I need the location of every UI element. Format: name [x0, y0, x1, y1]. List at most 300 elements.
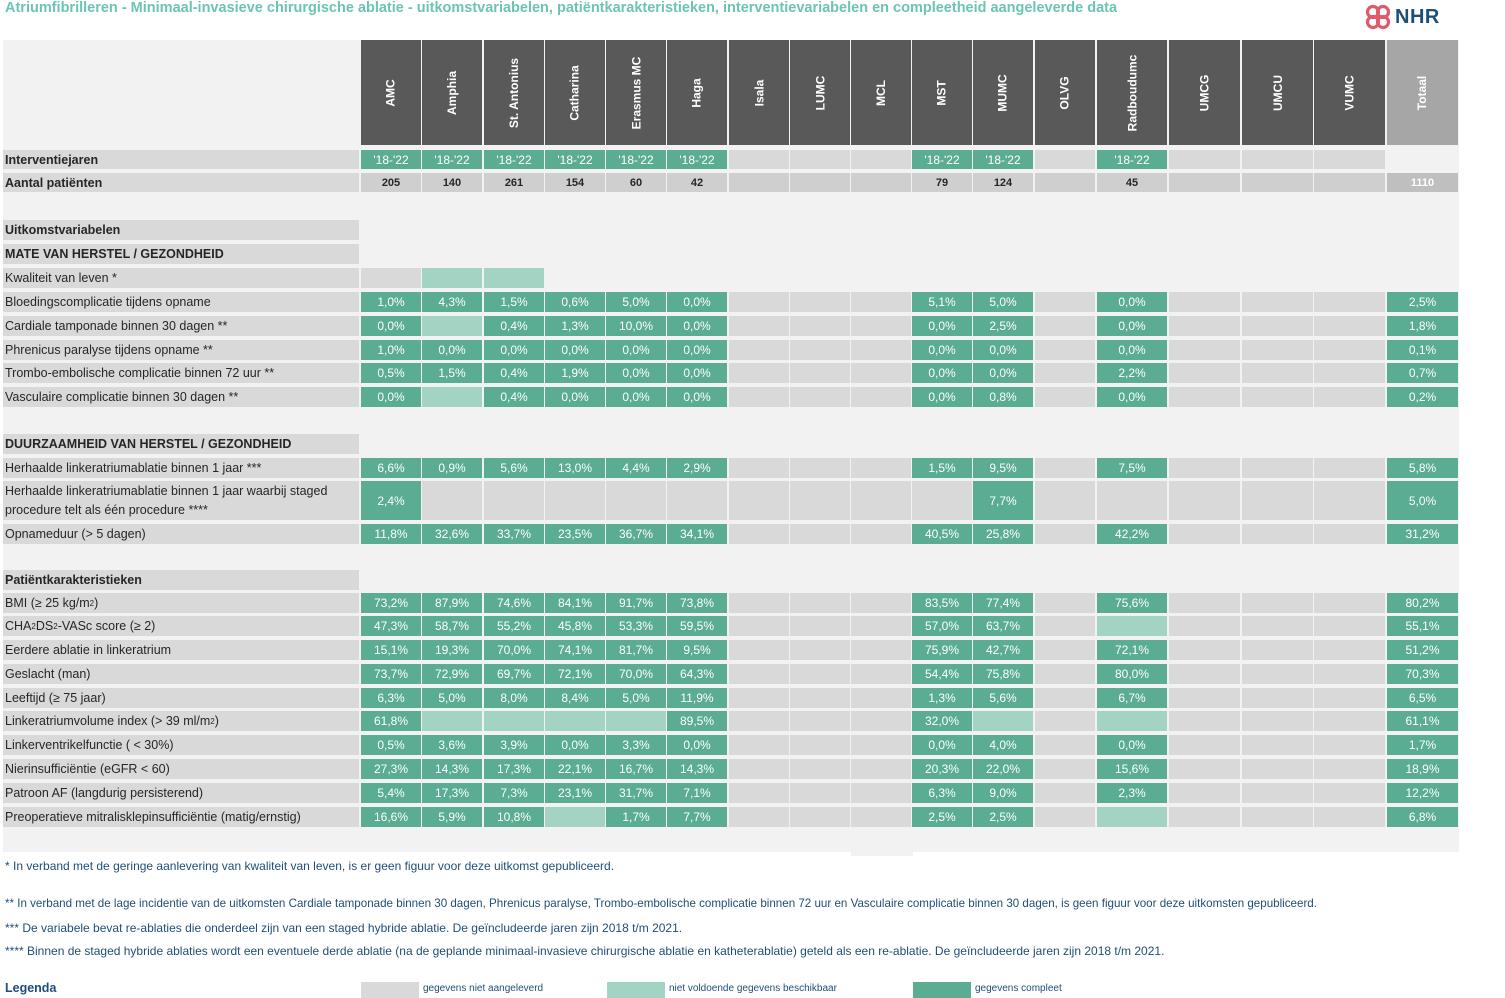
value-cell: 17,3% [422, 783, 482, 803]
value-cell [729, 292, 789, 312]
patient-count-cell: 124 [973, 173, 1033, 192]
value-cell [1242, 593, 1313, 613]
value-cell [851, 640, 911, 660]
value-cell [729, 783, 789, 803]
value-cell: 73,7% [361, 664, 421, 684]
value-cell: 25,8% [973, 524, 1033, 544]
value-cell: 16,7% [606, 759, 666, 779]
value-cell: 0,0% [667, 735, 727, 755]
value-cell: 32,0% [912, 711, 972, 731]
row-label: Bloedingscomplicatie tijdens opname [3, 292, 359, 312]
nhr-knot-logo-icon [1364, 3, 1392, 31]
value-cell: 10,0% [606, 316, 666, 336]
year-cell: '18-'22 [606, 150, 666, 169]
patient-count-cell [1314, 173, 1385, 192]
value-cell [1035, 363, 1095, 383]
total-cell: 31,2% [1387, 524, 1458, 544]
value-cell [1242, 688, 1313, 708]
value-cell: 0,0% [667, 292, 727, 312]
value-cell: 0,0% [361, 316, 421, 336]
value-cell: 5,6% [973, 688, 1033, 708]
row-label: Phrenicus paralyse tijdens opname ** [3, 340, 359, 360]
year-cell [851, 150, 911, 169]
value-cell [1035, 616, 1095, 636]
value-cell [851, 759, 911, 779]
value-cell [1242, 664, 1313, 684]
value-cell [729, 616, 789, 636]
value-cell: 0,0% [545, 735, 605, 755]
total-header-label: Totaal [1415, 75, 1430, 110]
value-cell [790, 593, 850, 613]
total-cell: 55,1% [1387, 616, 1458, 636]
row-label: Herhaalde linkeratriumablatie binnen 1 jaar waarbij staged procedure telt als één procedure **** [3, 481, 359, 520]
value-cell: 1,5% [484, 292, 544, 312]
hospital-header-label: Amphia [444, 70, 459, 115]
logo-text: NHR [1395, 5, 1440, 28]
value-cell: 34,1% [667, 524, 727, 544]
value-cell: 89,5% [667, 711, 727, 731]
patient-count-cell: 261 [484, 173, 544, 192]
value-cell [422, 268, 482, 288]
value-cell: 6,6% [361, 458, 421, 478]
hospital-header-label: LUMC [812, 75, 827, 110]
value-cell [729, 387, 789, 407]
value-cell: 33,7% [484, 524, 544, 544]
value-cell: 1,5% [912, 458, 972, 478]
row-label: Leeftijd (≥ 75 jaar) [3, 688, 359, 708]
value-cell: 0,0% [545, 387, 605, 407]
value-cell [1169, 807, 1240, 827]
row-label: Vasculaire complicatie binnen 30 dagen ** [3, 387, 359, 407]
value-cell: 2,9% [667, 458, 727, 478]
value-cell: 3,6% [422, 735, 482, 755]
value-cell: 7,7% [973, 481, 1033, 520]
value-cell: 31,7% [606, 783, 666, 803]
hospital-header-label: VUMC [1342, 74, 1357, 111]
total-cell: 18,9% [1387, 759, 1458, 779]
value-cell: 9,0% [973, 783, 1033, 803]
value-cell: 0,9% [422, 458, 482, 478]
patient-count-cell: 154 [545, 173, 605, 192]
value-cell: 74,6% [484, 593, 544, 613]
value-cell [1314, 340, 1385, 360]
value-cell [606, 481, 666, 520]
value-cell [729, 807, 789, 827]
value-cell: 36,7% [606, 524, 666, 544]
value-cell [1169, 735, 1240, 755]
value-cell: 1,7% [606, 807, 666, 827]
total-cell: 51,2% [1387, 640, 1458, 660]
value-cell: 75,9% [912, 640, 972, 660]
value-cell: 57,0% [912, 616, 972, 636]
value-cell: 7,3% [484, 783, 544, 803]
value-cell [1035, 316, 1095, 336]
value-cell: 9,5% [667, 640, 727, 660]
value-cell [729, 458, 789, 478]
value-cell [1314, 593, 1385, 613]
value-cell [1314, 292, 1385, 312]
value-cell: 5,0% [606, 292, 666, 312]
value-cell: 23,5% [545, 524, 605, 544]
value-cell [851, 458, 911, 478]
value-cell: 17,3% [484, 759, 544, 779]
value-cell: 9,5% [973, 458, 1033, 478]
value-cell: 73,2% [361, 593, 421, 613]
value-cell: 13,0% [545, 458, 605, 478]
value-cell: 0,0% [606, 387, 666, 407]
value-cell: 0,0% [606, 340, 666, 360]
value-cell: 72,1% [1097, 640, 1167, 660]
total-cell: 2,5% [1387, 292, 1458, 312]
value-cell: 0,0% [606, 363, 666, 383]
value-cell: 0,0% [484, 340, 544, 360]
hospital-header-radboudumc [1097, 40, 1167, 145]
value-cell: 42,2% [1097, 524, 1167, 544]
value-cell [790, 316, 850, 336]
row-label: Linkerventrikelfunctie ( < 30%) [3, 735, 359, 755]
value-cell [1169, 783, 1240, 803]
value-cell [851, 292, 911, 312]
value-cell: 2,5% [973, 316, 1033, 336]
value-cell [1314, 688, 1385, 708]
value-cell: 0,0% [912, 363, 972, 383]
value-cell: 0,0% [912, 340, 972, 360]
value-cell: 77,4% [973, 593, 1033, 613]
patient-count-cell: 60 [606, 173, 666, 192]
value-cell: 1,0% [361, 340, 421, 360]
value-cell [545, 481, 605, 520]
hospital-header-mst [912, 40, 972, 145]
value-cell [729, 340, 789, 360]
value-cell: 0,8% [973, 387, 1033, 407]
value-cell: 27,3% [361, 759, 421, 779]
value-cell: 72,9% [422, 664, 482, 684]
value-cell [729, 524, 789, 544]
value-cell: 8,0% [484, 688, 544, 708]
value-cell [1035, 711, 1095, 731]
value-cell [790, 387, 850, 407]
value-cell [729, 316, 789, 336]
value-cell [790, 688, 850, 708]
value-cell: 4,0% [973, 735, 1033, 755]
value-cell [1035, 640, 1095, 660]
hospital-header-catharina [545, 40, 605, 145]
hospital-header-label: UMCU [1270, 74, 1285, 111]
value-cell: 73,8% [667, 593, 727, 613]
value-cell: 87,9% [422, 593, 482, 613]
value-cell: 0,0% [667, 340, 727, 360]
year-cell: '18-'22 [361, 150, 421, 169]
hospital-header-label: OLVG [1058, 75, 1072, 110]
value-cell [1097, 481, 1167, 520]
patient-count-cell [1242, 173, 1313, 192]
footnote: **** Binnen de staged hybride ablaties wordt een eventuele derde ablatie (na de geplande minimaal-invasieve chirurgische ablatie en katheterablatie) geteld als een re-ablatie. De geïncludeerde jaren zijn 2018 t/m 2021. [5, 944, 1165, 958]
value-cell: 0,0% [973, 363, 1033, 383]
value-cell: 7,5% [1097, 458, 1167, 478]
total-cell: 0,7% [1387, 363, 1458, 383]
value-cell [1035, 340, 1095, 360]
value-cell: 2,5% [912, 807, 972, 827]
hospital-header-vumc [1314, 40, 1385, 145]
value-cell: 70,0% [606, 664, 666, 684]
value-cell: 84,1% [545, 593, 605, 613]
value-cell [1242, 759, 1313, 779]
value-cell [851, 593, 911, 613]
value-cell [790, 481, 850, 520]
total-cell: 6,5% [1387, 688, 1458, 708]
value-cell [790, 711, 850, 731]
value-cell: 45,8% [545, 616, 605, 636]
value-cell [1169, 711, 1240, 731]
hospital-header-erasmus-mc [606, 40, 666, 145]
value-cell [361, 268, 421, 288]
value-cell [851, 524, 911, 544]
value-cell [851, 340, 911, 360]
total-cell: 0,2% [1387, 387, 1458, 407]
value-cell: 0,0% [667, 387, 727, 407]
row-label: Cardiale tamponade binnen 30 dagen ** [3, 316, 359, 336]
table-edge [851, 852, 913, 856]
hospital-header-olvg [1035, 40, 1095, 145]
value-cell [1242, 387, 1313, 407]
value-cell [1169, 593, 1240, 613]
value-cell [1169, 481, 1240, 520]
value-cell: 0,0% [973, 340, 1033, 360]
value-cell [790, 524, 850, 544]
year-cell: '18-'22 [667, 150, 727, 169]
value-cell [1314, 316, 1385, 336]
value-cell: 14,3% [422, 759, 482, 779]
value-cell [851, 783, 911, 803]
value-cell [1242, 807, 1313, 827]
value-cell: 2,3% [1097, 783, 1167, 803]
value-cell: 0,0% [912, 735, 972, 755]
year-cell [1314, 150, 1385, 169]
value-cell: 53,3% [606, 616, 666, 636]
value-cell [1169, 616, 1240, 636]
value-cell [790, 664, 850, 684]
total-cell: 12,2% [1387, 783, 1458, 803]
footnote: ** In verband met de lage incidentie van de uitkomsten Cardiale tamponade binnen 30 dagen, Phrenicus paralyse, Trombo-embolische complicatie binnen 72 uur en Vasculaire complicatie binnen 30 dagen, is geen figuur voor deze uitkomsten gepubliceerd. [5, 897, 1317, 910]
hospital-header-label: Radboudumc [1125, 54, 1140, 131]
row-label: Herhaalde linkeratriumablatie binnen 1 jaar *** [3, 458, 359, 478]
total-cell: 1,8% [1387, 316, 1458, 336]
value-cell: 0,0% [361, 387, 421, 407]
value-cell: 5,1% [912, 292, 972, 312]
value-cell [1242, 783, 1313, 803]
value-cell [1242, 735, 1313, 755]
value-cell [851, 363, 911, 383]
value-cell [1242, 458, 1313, 478]
patient-count-cell: 45 [1097, 173, 1167, 192]
value-cell [1169, 524, 1240, 544]
value-cell [790, 292, 850, 312]
value-cell [1169, 316, 1240, 336]
value-cell [484, 268, 544, 288]
value-cell [729, 664, 789, 684]
value-cell: 15,1% [361, 640, 421, 660]
value-cell [790, 783, 850, 803]
value-cell [1314, 363, 1385, 383]
hospital-header-lumc [790, 40, 850, 145]
value-cell [851, 711, 911, 731]
value-cell: 64,3% [667, 664, 727, 684]
value-cell [1314, 783, 1385, 803]
value-cell [790, 616, 850, 636]
patient-count-cell [1035, 173, 1095, 192]
value-cell: 2,2% [1097, 363, 1167, 383]
value-cell: 6,7% [1097, 688, 1167, 708]
value-cell: 0,0% [545, 340, 605, 360]
value-cell [1314, 616, 1385, 636]
value-cell: 14,3% [667, 759, 727, 779]
value-cell [851, 387, 911, 407]
value-cell [1314, 524, 1385, 544]
value-cell [790, 807, 850, 827]
value-cell: 0,6% [545, 292, 605, 312]
legend-label: gegevens compleet [975, 983, 1062, 994]
value-cell: 55,2% [484, 616, 544, 636]
value-cell [851, 807, 911, 827]
value-cell: 80,0% [1097, 664, 1167, 684]
value-cell [851, 735, 911, 755]
row-label: Patroon AF (langdurig persisterend) [3, 783, 359, 803]
value-cell: 0,4% [484, 387, 544, 407]
hospital-header-mumc [973, 40, 1033, 145]
value-cell: 22,1% [545, 759, 605, 779]
hospital-header-label: UMCG [1197, 74, 1212, 111]
row-label: Eerdere ablatie in linkeratrium [3, 640, 359, 660]
value-cell: 69,7% [484, 664, 544, 684]
value-cell [1314, 807, 1385, 827]
value-cell [1242, 640, 1313, 660]
hospital-header-label: Erasmus MC [629, 56, 644, 129]
patient-count-cell [729, 173, 789, 192]
value-cell [729, 688, 789, 708]
value-cell: 70,0% [484, 640, 544, 660]
value-cell: 1,5% [422, 363, 482, 383]
total-cell: 5,8% [1387, 458, 1458, 478]
value-cell: 40,5% [912, 524, 972, 544]
value-cell [422, 711, 482, 731]
value-cell: 2,5% [973, 807, 1033, 827]
year-cell [1035, 150, 1095, 169]
value-cell [1314, 387, 1385, 407]
value-cell [729, 759, 789, 779]
nhr-logo [1364, 2, 1440, 32]
total-cell: 70,3% [1387, 664, 1458, 684]
value-cell: 1,9% [545, 363, 605, 383]
value-cell [1097, 616, 1167, 636]
value-cell: 19,3% [422, 640, 482, 660]
value-cell [545, 807, 605, 827]
legend-swatch [361, 982, 419, 998]
year-cell: '18-'22 [545, 150, 605, 169]
legend-label: niet voldoende gegevens beschikbaar [669, 983, 837, 994]
total-cell: 0,1% [1387, 340, 1458, 360]
value-cell: 59,5% [667, 616, 727, 636]
value-cell [1169, 340, 1240, 360]
value-cell [790, 340, 850, 360]
value-cell [1314, 759, 1385, 779]
year-cell: '18-'22 [422, 150, 482, 169]
value-cell [851, 316, 911, 336]
value-cell: 0,0% [1097, 735, 1167, 755]
value-cell [1035, 759, 1095, 779]
value-cell: 0,0% [912, 316, 972, 336]
footnote: *** De variabele bevat re-ablaties die onderdeel zijn van een staged hybride ablatie. De geïncludeerde jaren zijn 2018 t/m 2021. [5, 921, 683, 935]
value-cell [1242, 616, 1313, 636]
value-cell: 6,3% [361, 688, 421, 708]
value-cell: 74,1% [545, 640, 605, 660]
total-cell: 61,1% [1387, 711, 1458, 731]
total-header [1387, 40, 1458, 145]
value-cell [1035, 593, 1095, 613]
hospital-header-label: MCL [874, 79, 888, 106]
value-cell [1169, 759, 1240, 779]
patient-count-cell: 205 [361, 173, 421, 192]
year-cell [729, 150, 789, 169]
value-cell [790, 363, 850, 383]
value-cell: 0,5% [361, 735, 421, 755]
row-label: BMI (≥ 25 kg/m 2 ) [3, 593, 359, 613]
value-cell: 8,4% [545, 688, 605, 708]
value-cell [1314, 711, 1385, 731]
value-cell [729, 363, 789, 383]
value-cell [729, 640, 789, 660]
value-cell [729, 593, 789, 613]
section-heading: Patiëntkarakteristieken [3, 570, 359, 590]
section-subheading: MATE VAN HERSTEL / GEZONDHEID [3, 244, 359, 264]
value-cell: 0,4% [484, 363, 544, 383]
legend-swatch [913, 982, 971, 998]
value-cell [1314, 481, 1385, 520]
value-cell [1242, 363, 1313, 383]
total-cell: 80,2% [1387, 593, 1458, 613]
value-cell: 5,9% [422, 807, 482, 827]
value-cell [1242, 292, 1313, 312]
value-cell: 10,8% [484, 807, 544, 827]
value-cell [1097, 711, 1167, 731]
hospital-header-amphia [422, 40, 482, 145]
value-cell [1035, 688, 1095, 708]
value-cell [1242, 340, 1313, 360]
value-cell: 47,3% [361, 616, 421, 636]
value-cell [851, 664, 911, 684]
value-cell [729, 481, 789, 520]
value-cell [1314, 735, 1385, 755]
value-cell [1035, 783, 1095, 803]
hospital-header-label: MST [935, 79, 949, 106]
value-cell [973, 711, 1033, 731]
patient-count-total: 1110 [1387, 173, 1458, 192]
value-cell: 22,0% [973, 759, 1033, 779]
value-cell [484, 711, 544, 731]
year-cell [1242, 150, 1313, 169]
section-heading: Uitkomstvariabelen [3, 220, 359, 240]
value-cell [1035, 458, 1095, 478]
value-cell [1035, 387, 1095, 407]
value-cell [1097, 807, 1167, 827]
value-cell [1242, 481, 1313, 520]
hospital-header-umcg [1169, 40, 1240, 145]
hospital-header-label: Haga [690, 77, 704, 108]
value-cell [422, 316, 482, 336]
value-cell: 5,4% [361, 783, 421, 803]
total-cell: 6,8% [1387, 807, 1458, 827]
row-label: Preoperatieve mitralisklepinsufficiëntie (matig/ernstig) [3, 807, 359, 827]
value-cell [1242, 711, 1313, 731]
